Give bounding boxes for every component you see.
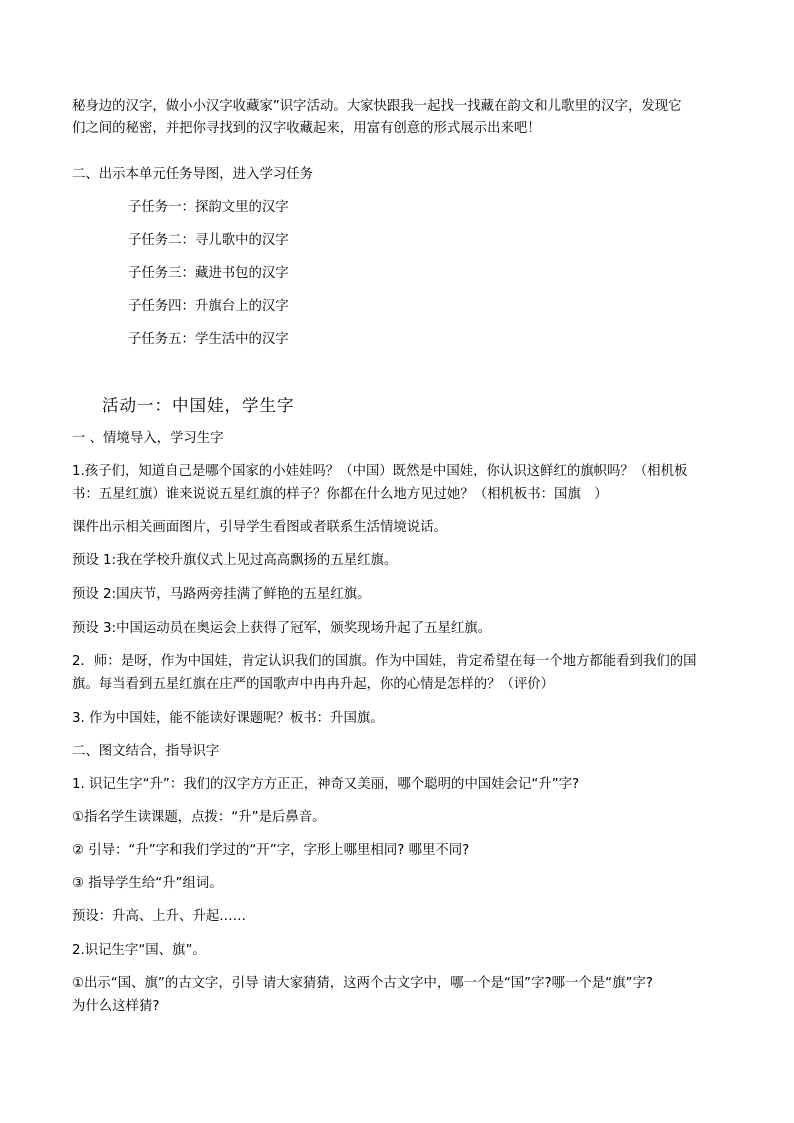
subtask-1: 子任务一：探韵文里的汉字 bbox=[128, 200, 289, 215]
item-2-step-a-line-1: ①出示“国、旗”的古文字，引导 请大家猜猜，这两个古文字中，哪一个是“国”字?哪一个是“旗”字? bbox=[72, 976, 653, 991]
question-2-line-1: 2．师：是呀，作为中国娃，肯定认识我们的国旗。作为中国娃，肯定希望在每一个地方都能看到我们的国 bbox=[72, 654, 697, 669]
item-1-step-b: ② 引导：“升”字和我们学过的“开”字，字形上哪里相同? 哪里不同? bbox=[72, 843, 470, 858]
subtask-3: 子任务三：藏进书包的汉字 bbox=[128, 266, 289, 281]
subtask-4: 子任务四：升旗台上的汉字 bbox=[128, 299, 289, 314]
item-1-step-c: ③ 指导学生给“升”组词。 bbox=[72, 876, 223, 891]
preset-1: 预设 1:我在学校升旗仪式上见过高高飘扬的五星红旗。 bbox=[72, 553, 398, 568]
part-1-title: 一 、情境导入，学习生字 bbox=[72, 431, 224, 446]
question-2-line-2: 旗。每当看到五星红旗在庄严的国歌声中冉冉升起，你的心情是怎样的？（评价） bbox=[72, 677, 555, 692]
item-1-step-a: ①指名学生读课题，点拨：“升”是后鼻音。 bbox=[72, 810, 326, 825]
intro-line-1: 秘身边的汉字，做小小汉字收藏家”识字活动。大家快跟我一起找一找藏在韵文和儿歌里的汉字，发现它 bbox=[72, 99, 682, 114]
question-1-line-1: 1.孩子们，知道自己是哪个国家的小娃娃吗？（中国）既然是中国娃，你认识这鲜红的旗帜吗？（相机板 bbox=[72, 464, 688, 479]
item-1: 1. 识记生字“升”：我们的汉字方方正正，神奇又美丽，哪个聪明的中国娃会记“升”字? bbox=[72, 777, 580, 792]
preset-2: 预设 2:国庆节，马路两旁挂满了鲜艳的五星红旗。 bbox=[72, 587, 371, 602]
preset-3: 预设 3:中国运动员在奥运会上获得了冠军，颁奖现场升起了五星红旗。 bbox=[72, 621, 492, 636]
subtask-5: 子任务五：学生活中的汉字 bbox=[128, 332, 289, 347]
item-2: 2.识记生字“国、旗”。 bbox=[72, 943, 206, 958]
courseware-note: 课件出示相关画面图片，引导学生看图或者联系生活情境说话。 bbox=[72, 520, 447, 535]
part-2-title: 二、图文结合，指导识字 bbox=[72, 744, 220, 759]
item-2-step-a-line-2: 为什么这样猜? bbox=[72, 999, 160, 1014]
subtask-2: 子任务二：寻儿歌中的汉字 bbox=[128, 233, 289, 248]
section-2-title: 二、出示本单元任务导图，进入学习任务 bbox=[72, 167, 314, 182]
intro-line-2: 们之间的秘密，并把你寻找到的汉字收藏起来，用富有创意的形式展示出来吧！ bbox=[72, 121, 541, 136]
question-1-line-2: 书：五星红旗）谁来说说五星红旗的样子？你都在什么地方见过她？（相机板书：国旗 ） bbox=[72, 487, 608, 502]
activity-title: 活动一：中国娃，学生字 bbox=[102, 396, 295, 415]
question-3: 3. 作为中国娃，能不能读好课题呢？板书：升国旗。 bbox=[72, 711, 384, 726]
item-1-preset: 预设：升高、上升、升起…… bbox=[72, 909, 247, 924]
